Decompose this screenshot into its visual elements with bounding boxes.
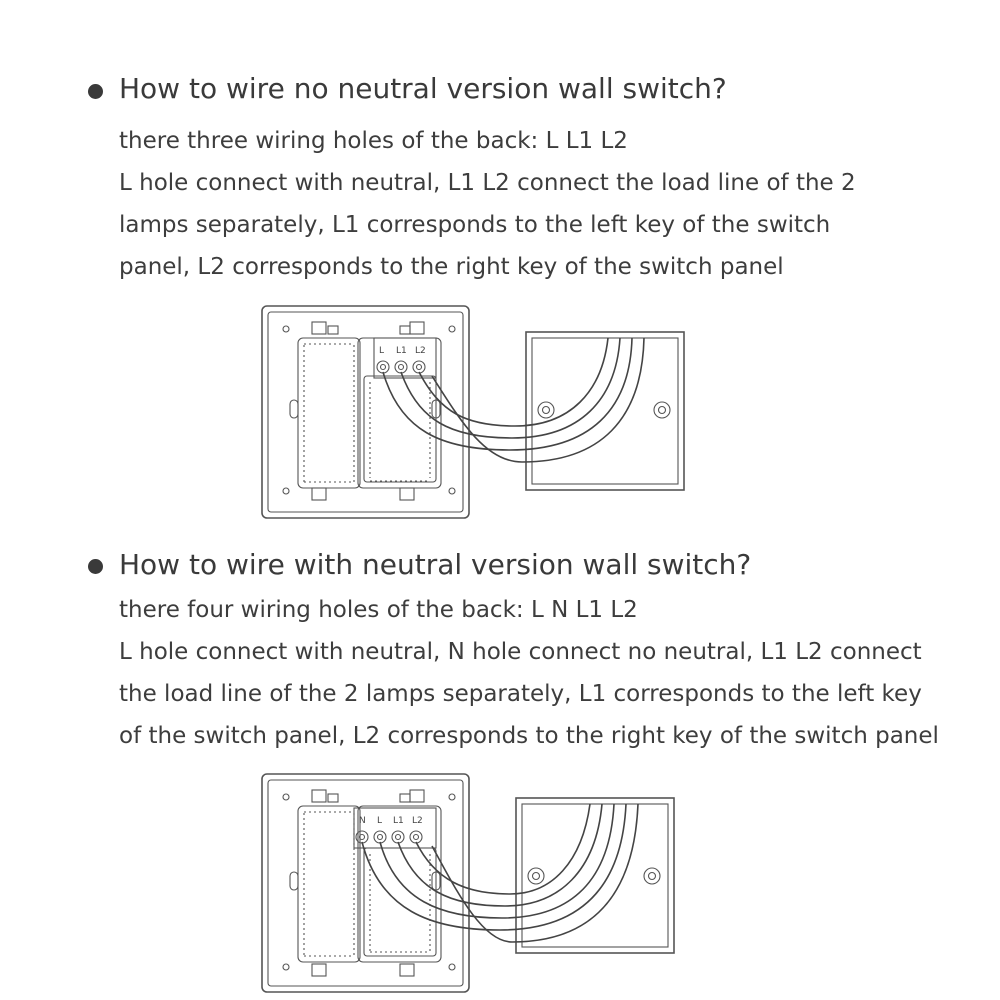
terminal-label: N <box>359 816 366 826</box>
section-description <box>119 589 939 757</box>
terminal-label: L2 <box>415 346 426 356</box>
description-line: the load line of the 2 lamps separately, L1 corresponds to the left key <box>119 681 922 707</box>
description-line: L hole connect with neutral, L1 L2 connect the load line of the 2 <box>119 170 856 196</box>
terminal-label: L1 <box>396 346 407 356</box>
switch-back-panel <box>262 774 469 992</box>
description-line: panel, L2 corresponds to the right key of the switch panel <box>119 254 784 280</box>
bullet-icon <box>88 84 103 99</box>
section-heading: How to wire no neutral version wall switch? <box>119 72 727 105</box>
terminal-label: L1 <box>393 816 404 826</box>
description-line: of the switch panel, L2 corresponds to the right key of the switch panel <box>119 723 939 749</box>
terminal-label: L2 <box>412 816 423 826</box>
wires <box>383 338 644 462</box>
bullet-icon <box>88 559 103 574</box>
description-line: L hole connect with neutral, N hole connect no neutral, L1 L2 connect <box>119 639 922 665</box>
switch-back-panel <box>262 306 469 518</box>
terminal-block <box>354 808 436 848</box>
wiring-diagram-with-neutral <box>260 770 690 995</box>
description-line: there four wiring holes of the back: L N L1 L2 <box>119 597 638 623</box>
terminal-label: L <box>379 346 385 356</box>
terminal-label: L <box>377 816 383 826</box>
section-description <box>119 120 856 288</box>
wiring-diagram-no-neutral <box>260 300 690 525</box>
section-heading: How to wire with neutral version wall switch? <box>119 548 752 581</box>
description-line: lamps separately, L1 corresponds to the left key of the switch <box>119 212 831 238</box>
description-line: there three wiring holes of the back: L L1 L2 <box>119 128 628 154</box>
